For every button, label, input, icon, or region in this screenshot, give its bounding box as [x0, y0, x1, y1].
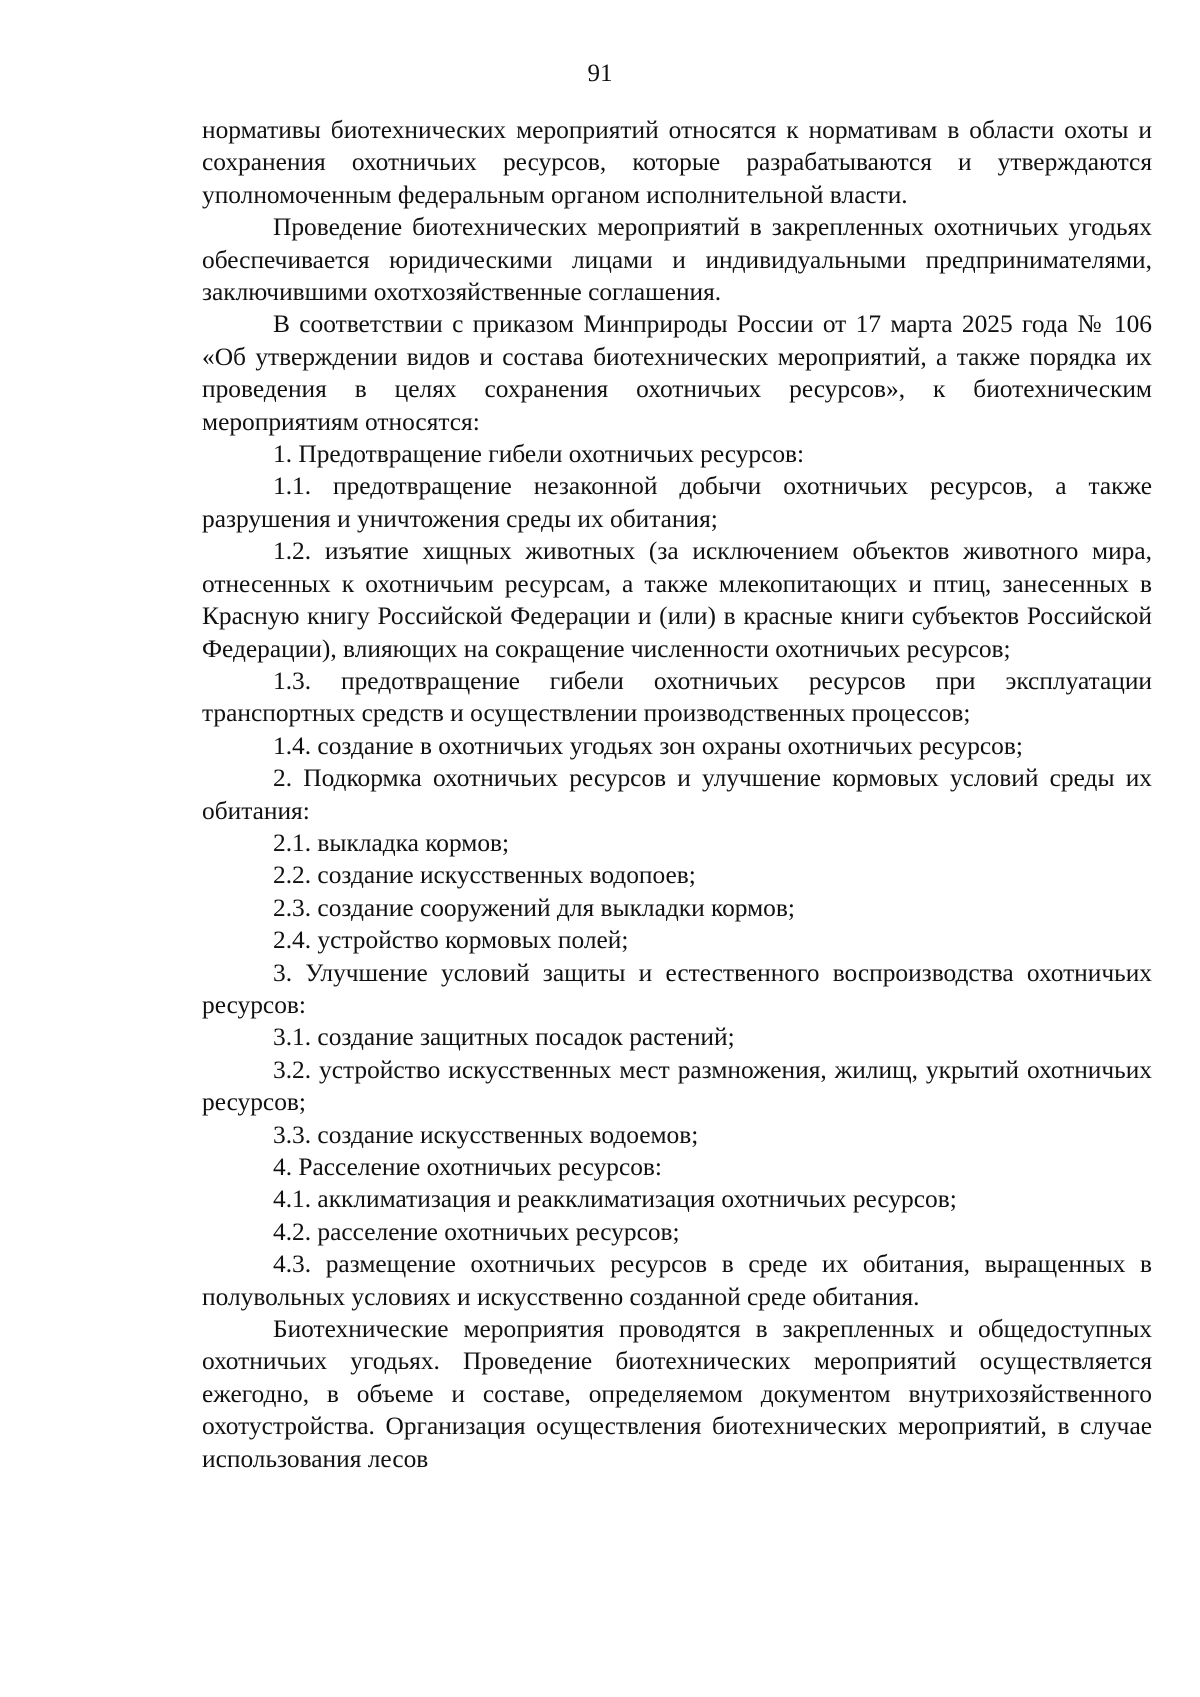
- list-item-3: 3. Улучшение условий защиты и естественного воспроизводства охотничьих ресурсов:: [202, 958, 1152, 1019]
- list-item-1: 1. Предотвращение гибели охотничьих ресурсов:: [273, 440, 805, 469]
- list-item-3-1: 3.1. создание защитных посадок растений;: [273, 1023, 735, 1052]
- list-item-2-2: 2.2. создание искусственных водопоев;: [273, 861, 696, 890]
- list-item-1-2: 1.2. изъятие хищных животных (за исключением объектов животного мира, отнесенных к охотничьим ресурсам, а также млекопитающих и птиц, занесенных в Красную книгу Российской Федерации и (или) в красные книги субъектов Российской Федерации), влияющих на сокращение численности охотничьих ресурсов;: [202, 537, 1152, 663]
- page-number: 91: [587, 60, 613, 87]
- list-item-1-1: 1.1. предотвращение незаконной добычи охотничьих ресурсов, а также разрушения и уничтожения среды их обитания;: [202, 472, 1152, 533]
- list-item-3-3: 3.3. создание искусственных водоемов;: [273, 1120, 699, 1149]
- list-item-1-3: 1.3. предотвращение гибели охотничьих ресурсов при эксплуатации транспортных средств и осуществлении производственных процессов;: [202, 666, 1152, 728]
- paragraph-continuation: нормативы биотехнических мероприятий относятся к нормативам в области охоты и сохранения охотничьих ресурсов, которые разрабатываются и утверждаются уполномоченным федеральным органом исполнительной власти.: [202, 116, 1152, 209]
- list-item-3-2: 3.2. устройство искусственных мест размножения, жилищ, укрытий охотничьих ресурсов;: [202, 1055, 1152, 1117]
- list-item-4: 4. Расселение охотничьих ресурсов:: [273, 1153, 662, 1181]
- list-item-2: 2. Подкормка охотничьих ресурсов и улучшение кормовых условий среды их обитания:: [202, 764, 1152, 825]
- list-item-4-1: 4.1. акклиматизация и реакклиматизация охотничьих ресурсов;: [273, 1185, 957, 1214]
- list-item-2-1: 2.1. выкладка кормов;: [273, 828, 510, 857]
- list-item-2-4: 2.4. устройство кормовых полей;: [273, 926, 629, 955]
- list-item-2-3: 2.3. создание сооружений для выкладки кормов;: [273, 893, 795, 922]
- paragraph-biotechnical-measures: Биотехнические мероприятия проводятся в закрепленных и общедоступных охотничьих угодьях. Проведение биотехнических мероприятий осуществляется ежегодно, в объеме и составе, определяемом документом внутрихозяйственного охотустройства. Организация осуществления биотехнических мероприятий, в случае использования лесов: [202, 1315, 1152, 1473]
- list-item-4-3: 4.3. размещение охотничьих ресурсов в среде их обитания, выращенных в полувольных условиях и искусственно созданной среде обитания.: [202, 1250, 1152, 1311]
- document-body: [202, 114, 1152, 1475]
- list-item-4-2: 4.2. расселение охотничьих ресурсов;: [273, 1217, 680, 1246]
- list-item-1-4: 1.4. создание в охотничьих угодьях зон охраны охотничьих ресурсов;: [273, 731, 1023, 760]
- paragraph-order-reference: В соответствии с приказом Минприроды России от 17 марта 2025 года № 106 «Об утверждении видов и состава биотехнических мероприятий, а также порядка их проведения в целях сохранения охотничьих ресурсов», к биотехническим мероприятиям относятся:: [202, 310, 1152, 436]
- paragraph-provision: Проведение биотехнических мероприятий в закрепленных охотничьих угодьях обеспечивается юридическими лицами и индивидуальными предпринимателями, заключившими охотхозяйственные соглашения.: [202, 213, 1152, 307]
